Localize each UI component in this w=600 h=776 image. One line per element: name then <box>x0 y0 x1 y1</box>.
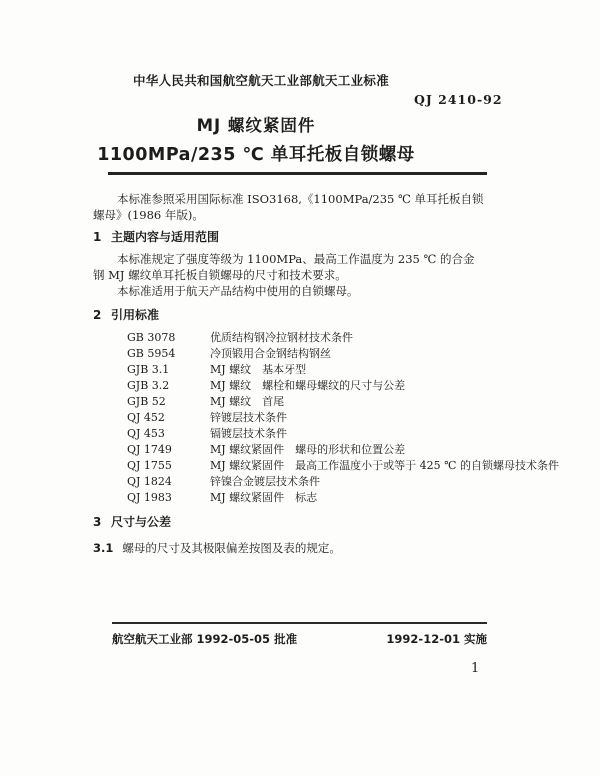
footer-divider-rule <box>112 622 487 624</box>
section-1-paragraph-2: 本标准适用于航天产品结构中使用的自锁螺母。 <box>117 284 359 298</box>
title-divider-rule <box>108 172 487 175</box>
section-1-title: 主题内容与适用范围 <box>111 230 220 244</box>
reference-row <box>127 474 485 490</box>
reference-code: QJ 452 <box>127 411 165 424</box>
foreword-paragraph: 本标准参照采用国际标准 ISO3168,《1100MPa/235 ℃ 单耳托板自锁螺母》(1986 年版)。 <box>93 192 484 222</box>
reference-row <box>127 378 485 394</box>
approval-note: 航空航天工业部 1992-05-05 批准 <box>112 632 298 646</box>
page-footer <box>112 631 487 647</box>
reference-title: MJ 螺纹 螺栓和螺母螺纹的尺寸与公差 <box>210 379 406 392</box>
page-number: 1 <box>471 661 480 676</box>
reference-row <box>127 426 485 442</box>
reference-title: MJ 螺纹 首尾 <box>210 395 285 408</box>
reference-title: MJ 螺纹紧固件 螺母的形状和位置公差 <box>210 443 406 456</box>
section-2-title: 引用标准 <box>111 308 160 322</box>
clause-3-1 <box>93 540 485 556</box>
document-title-line2: 1100MPa/235 ℃ 单耳托板自锁螺母 <box>97 145 415 165</box>
reference-code: GJB 3.2 <box>127 379 170 392</box>
reference-code: GB 3078 <box>127 331 176 344</box>
reference-title: 锌镀层技术条件 <box>210 411 287 424</box>
reference-list <box>127 330 559 506</box>
section-3-number: 3 <box>93 515 102 529</box>
reference-row <box>127 410 485 426</box>
section-1-paragraph-1: 本标准规定了强度等级为 1100MPa、最高工作温度为 235 ℃ 的合金钢 MJ 螺纹单耳托板自锁螺母的尺寸和技术要求。 <box>93 252 475 282</box>
section-2-number: 2 <box>93 308 102 322</box>
reference-title: 镉镀层技术条件 <box>210 427 287 440</box>
clause-3-1-text: 螺母的尺寸及其极限偏差按图及表的规定。 <box>122 541 341 555</box>
implementation-note: 1992-12-01 实施 <box>386 632 487 646</box>
reference-code: GJB 52 <box>127 395 166 408</box>
reference-code: QJ 1749 <box>127 443 172 456</box>
document-body <box>93 188 559 556</box>
reference-title: MJ 螺纹紧固件 标志 <box>210 491 318 504</box>
reference-code: QJ 1983 <box>127 491 172 504</box>
reference-row <box>127 330 485 346</box>
clause-3-1-number: 3.1 <box>93 541 114 555</box>
section-2-heading <box>93 307 485 323</box>
document-title <box>0 112 512 166</box>
reference-title: MJ 螺纹紧固件 最高工作温度小于或等于 425 ℃ 的自锁螺母技术条件 <box>210 459 559 472</box>
reference-code: GB 5954 <box>127 347 176 360</box>
reference-row <box>127 490 485 506</box>
reference-code: QJ 1824 <box>127 475 172 488</box>
section-3-title: 尺寸与公差 <box>111 515 172 529</box>
reference-title: MJ 螺纹 基本牙型 <box>210 363 307 376</box>
reference-code: QJ 1755 <box>127 459 172 472</box>
reference-title: 优质结构钢冷拉钢材技术条件 <box>210 331 353 344</box>
reference-row <box>127 346 485 362</box>
section-3-heading <box>93 514 485 530</box>
section-1-number: 1 <box>93 230 102 244</box>
reference-title: 冷顶锻用合金钢结构钢丝 <box>210 347 331 360</box>
reference-row <box>127 394 485 410</box>
section-1-heading <box>93 229 485 245</box>
reference-row <box>127 362 485 378</box>
document-title-line1: MJ 螺纹紧固件 <box>196 116 316 135</box>
reference-code: GJB 3.1 <box>127 363 170 376</box>
reference-row <box>127 458 559 474</box>
reference-row <box>127 442 485 458</box>
reference-code: QJ 453 <box>127 427 165 440</box>
reference-title: 锌镍合金镀层技术条件 <box>210 475 320 488</box>
standard-org-line: 中华人民共和国航空航天工业部航天工业标准 <box>133 73 390 88</box>
standard-number: QJ 2410-92 <box>414 92 503 107</box>
